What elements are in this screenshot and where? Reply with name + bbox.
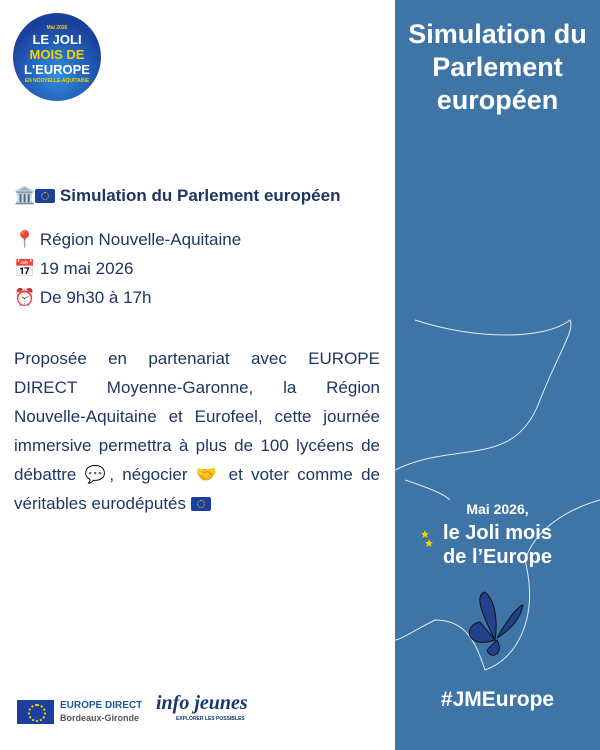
event-location: 📍 Région Nouvelle-Aquitaine	[14, 230, 242, 249]
right-panel	[395, 0, 600, 750]
eu-flag-icon	[35, 189, 55, 203]
handshake-icon: 🤝	[195, 465, 221, 484]
event-time: ⏰ De 9h30 à 17h	[14, 288, 152, 307]
joli-mois-tagline: Mai 2026, le Joli mois de l’Europe	[443, 501, 552, 568]
eu-flag-icon	[191, 497, 211, 511]
eu-flag-icon	[17, 700, 54, 724]
joli-mois-logo: Mai 2026 LE JOLI MOIS DE L'EUROPE EN NOUVELLE-AQUITAINE	[13, 13, 101, 101]
event-date: 📅 19 mai 2026	[14, 259, 134, 278]
speech-bubble-icon: 💬	[84, 465, 110, 484]
panel-title: Simulation du Parlement européen	[408, 19, 587, 115]
pin-icon: 📍	[14, 230, 36, 249]
alarm-clock-icon: ⏰	[14, 288, 36, 307]
parliament-icon: 🏛️	[14, 186, 36, 205]
hashtag: #JMEurope	[440, 688, 555, 711]
event-title: 🏛️ Simulation du Parlement européen	[14, 186, 341, 205]
europe-direct-logo: EUROPE DIRECT Bordeaux-Gironde	[17, 699, 142, 724]
calendar-icon: 📅	[14, 259, 36, 278]
info-jeunes-logo: info jeunes EXPLORER LES POSSIBLES	[156, 692, 248, 722]
event-description: Proposée en partenariat avec EUROPE DIRECT Moyenne-Garonne, la Région Nouvelle-Aquitaine et Eurofeel, cette journée immersive permettra à plus de 100 lycéens de débattre 💬, négocier 🤝 et voter comme de véritables eurodéputés	[14, 349, 380, 513]
